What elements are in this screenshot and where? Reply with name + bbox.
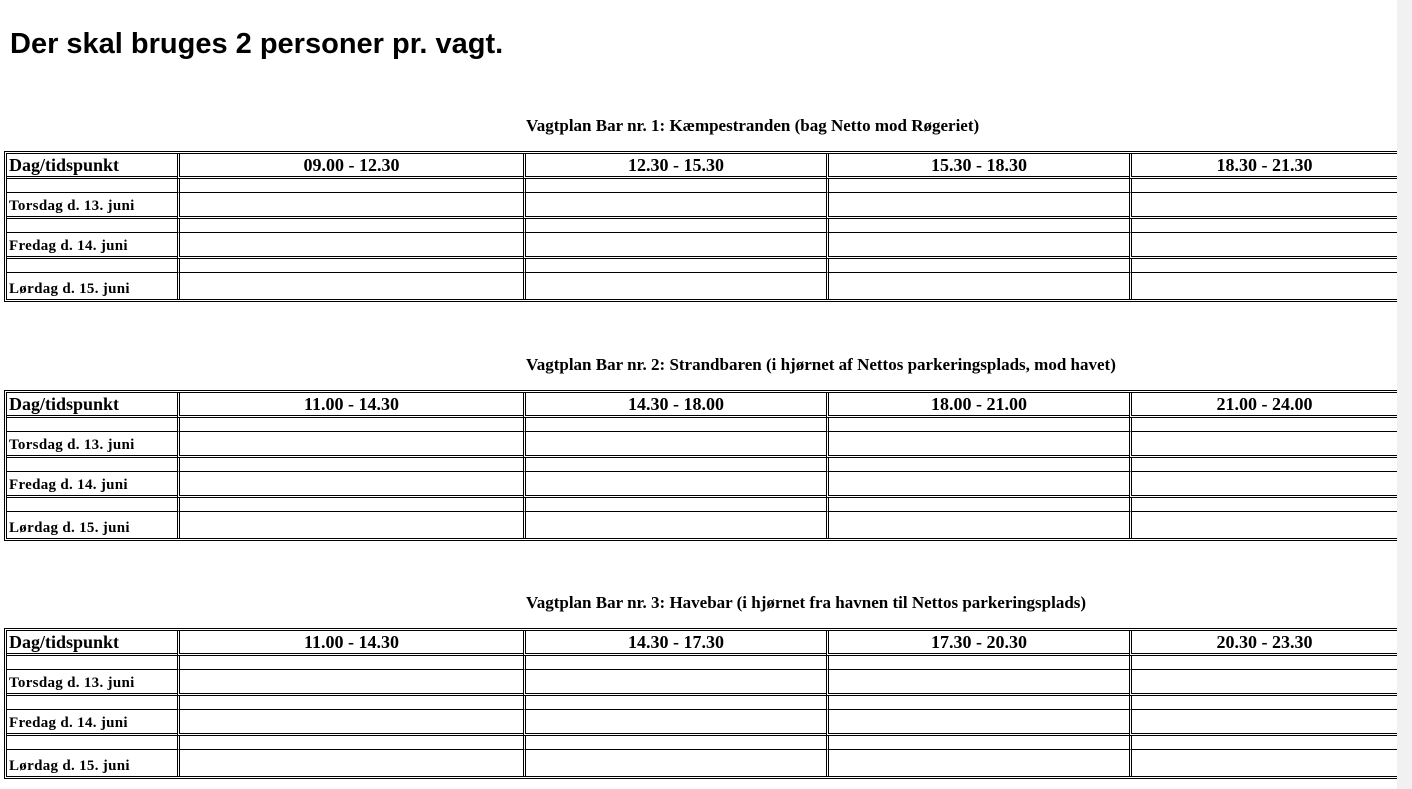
header-time-slot: 17.30 - 20.30 [826,631,1129,656]
header-time-slot: 11.00 - 14.30 [177,631,523,656]
shift-cell [523,418,826,432]
schedule-table-bar-2 [4,390,1400,541]
shift-cell [177,193,523,219]
shift-cell [177,656,523,670]
shift-cell [1129,736,1397,750]
shift-cell [177,498,523,512]
shift-cell [826,179,1129,193]
shift-cell [523,736,826,750]
shift-cell [177,736,523,750]
shift-cell [177,219,523,233]
shift-cell [177,179,523,193]
shift-cell [1129,193,1397,219]
day-row [7,710,1397,736]
shift-cell [1129,179,1397,193]
shift-cell [1129,696,1397,710]
shift-cell [826,696,1129,710]
header-row [7,393,1397,418]
shift-cell [523,670,826,696]
shift-cell [826,193,1129,219]
day-label: Lørdag d. 15. juni [9,520,130,536]
shift-cell [1129,233,1397,259]
shift-cell [826,259,1129,273]
shift-cell [177,458,523,472]
day-row [7,750,1397,776]
shift-cell [523,219,826,233]
header-day-time: Dag/tidspunkt [7,393,177,418]
day-label: Fredag d. 14. juni [7,710,177,736]
day-label: Torsdag d. 13. juni [7,432,177,458]
shift-cell [523,432,826,458]
page-title: Der skal bruges 2 personer pr. vagt. [10,28,504,60]
shift-cell [523,710,826,736]
shift-cell [177,750,523,776]
day-label: Torsdag d. 13. juni [7,193,177,219]
header-time-slot: 18.00 - 21.00 [826,393,1129,418]
shift-cell [177,273,523,299]
shift-cell [177,696,523,710]
day-row [7,512,1397,538]
slot-row [7,418,1397,432]
schedule-heading-bar-3: Vagtplan Bar nr. 3: Havebar (i hjørnet fra havnen til Nettos parkeringsplads) [526,593,1087,612]
header-row [7,154,1397,179]
slot-row [7,259,1397,273]
header-time-slot: 15.30 - 18.30 [826,154,1129,179]
shift-cell [1129,498,1397,512]
shift-cell [523,498,826,512]
header-time-slot: 12.30 - 15.30 [523,154,826,179]
shift-cell [523,273,826,299]
shift-cell [177,233,523,259]
shift-cell [826,656,1129,670]
day-label: Fredag d. 14. juni [7,472,177,498]
shift-cell [1129,273,1397,299]
day-row [7,193,1397,219]
shift-cell [1129,670,1397,696]
shift-cell [1129,259,1397,273]
shift-cell [826,670,1129,696]
shift-cell [1129,219,1397,233]
shift-cell [1129,710,1397,736]
shift-cell [826,736,1129,750]
slot-row [7,736,1397,750]
shift-cell [826,750,1129,776]
shift-cell [1129,656,1397,670]
shift-cell [523,193,826,219]
slot-row [7,458,1397,472]
shift-cell [1129,418,1397,432]
slot-row [7,656,1397,670]
schedule-table-bar-1 [4,151,1400,302]
shift-cell [523,179,826,193]
day-row [7,432,1397,458]
shift-cell [177,432,523,458]
day-label: Torsdag d. 13. juni [7,670,177,696]
page-margin-strip [1397,0,1412,789]
header-time-slot: 11.00 - 14.30 [177,393,523,418]
header-time-slot: 21.00 - 24.00 [1129,393,1397,418]
shift-cell [1129,512,1397,538]
shift-cell [523,472,826,498]
shift-cell [826,472,1129,498]
shift-cell [523,656,826,670]
header-time-slot: 14.30 - 17.30 [523,631,826,656]
shift-cell [826,219,1129,233]
slot-row [7,696,1397,710]
shift-cell [826,432,1129,458]
day-row [7,472,1397,498]
shift-cell [1129,432,1397,458]
shift-cell [177,472,523,498]
shift-cell [177,670,523,696]
shift-cell [826,458,1129,472]
day-label: Fredag d. 14. juni [7,233,177,259]
shift-cell [826,273,1129,299]
shift-cell [523,696,826,710]
shift-cell [1129,750,1397,776]
shift-cell [826,418,1129,432]
shift-cell [177,710,523,736]
shift-cell [826,512,1129,538]
shift-cell [523,750,826,776]
slot-row [7,219,1397,233]
day-label: Lørdag d. 15. juni [9,281,130,297]
day-label: Lørdag d. 15. juni [9,758,130,774]
shift-cell [1129,458,1397,472]
schedule-heading-bar-1: Vagtplan Bar nr. 1: Kæmpestranden (bag Netto mod Røgeriet) [526,116,980,135]
schedule-table-bar-3 [4,628,1400,779]
shift-cell [523,233,826,259]
header-time-slot: 14.30 - 18.00 [523,393,826,418]
header-row [7,631,1397,656]
header-day-time: Dag/tidspunkt [7,154,177,179]
slot-row [7,179,1397,193]
shift-cell [177,259,523,273]
shift-cell [523,512,826,538]
shift-cell [177,512,523,538]
slot-row [7,498,1397,512]
shift-cell [826,498,1129,512]
shift-cell [1129,472,1397,498]
shift-cell [826,710,1129,736]
shift-cell [826,233,1129,259]
day-row [7,670,1397,696]
shift-cell [523,458,826,472]
header-time-slot: 18.30 - 21.30 [1129,154,1397,179]
header-time-slot: 09.00 - 12.30 [177,154,523,179]
shift-cell [523,259,826,273]
day-row [7,273,1397,299]
header-time-slot: 20.30 - 23.30 [1129,631,1397,656]
day-row [7,233,1397,259]
shift-cell [177,418,523,432]
header-day-time: Dag/tidspunkt [7,631,177,656]
schedule-heading-bar-2: Vagtplan Bar nr. 2: Strandbaren (i hjørnet af Nettos parkeringsplads, mod havet) [526,355,1116,374]
